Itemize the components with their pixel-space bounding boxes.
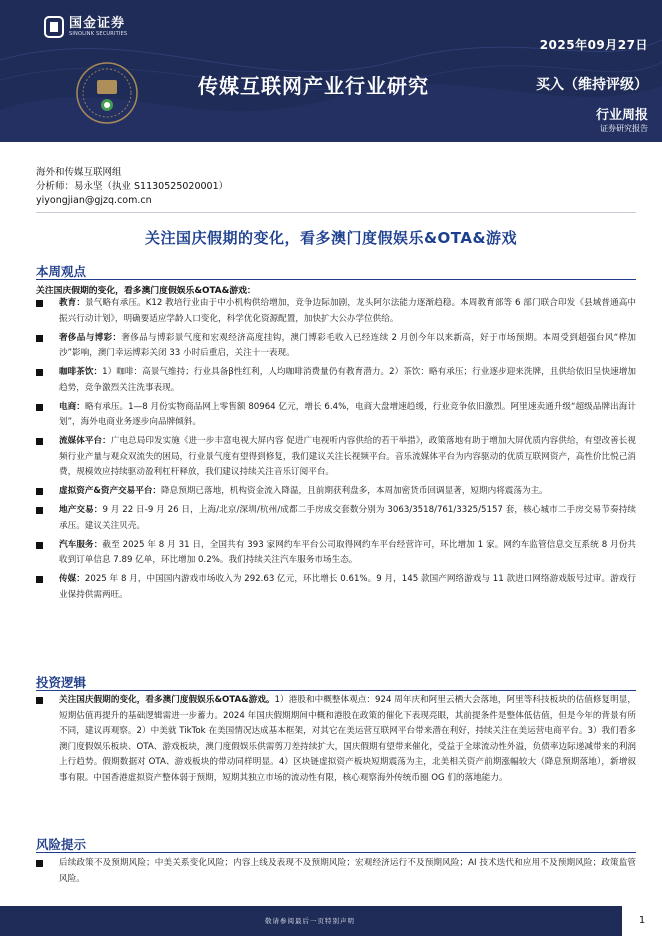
item-text: 降息预期已落地，机构资金流入降温，且前期获利盘多，本周加密货币回调显著，短期内将震荡为主。 xyxy=(161,486,548,496)
section-heading-investment-logic: 投资逻辑 xyxy=(36,675,87,690)
page-number: 1 xyxy=(622,906,662,936)
item-label: 奢侈品与博彩： xyxy=(59,332,122,343)
footer-disclaimer[interactable]: 敬请参阅最后一页特别声明 xyxy=(265,917,355,925)
section-rule xyxy=(36,279,636,280)
analyst-email[interactable]: yiyongjian@gjzq.com.cn xyxy=(36,195,152,206)
list-item xyxy=(36,693,636,786)
logo-chinese-name: 国金证券 xyxy=(69,15,126,31)
list-item xyxy=(36,331,636,362)
bullet-square-icon xyxy=(36,438,43,445)
bullet-square-icon xyxy=(36,576,43,583)
item-label: 虚拟资产&资产交易平台： xyxy=(59,486,162,496)
sinolink-logo-icon xyxy=(44,16,64,38)
bullet-square-icon xyxy=(36,404,43,411)
page-title: 关注国庆假期的变化，看多澳门度假娱乐&OTA&游戏 xyxy=(144,229,518,247)
author-divider xyxy=(36,212,636,213)
investment-logic-list xyxy=(36,693,636,790)
risk-list xyxy=(36,856,636,891)
item-label: 传媒： xyxy=(59,574,85,584)
item-label: 咖啡茶饮： xyxy=(59,367,103,377)
item-text: 广电总局印发实施《进一步丰富电视大屏内容 促进广电视听内容供给的若干举措》，政策落地有助于增加大屏优质内容供给，有望改善长视频行业产量与观众双流失的困局，行业景气度有望得到修复，我们建议关注长视频平台。音乐流媒体平台为内容驱动的优质互联网资产，高性价比悦己消费，规模效应持续驱动盈利杠杆释放，我们建议持续关注音乐订阅平台。 xyxy=(59,436,636,477)
item-label: 汽车服务： xyxy=(59,539,103,550)
report-header-band xyxy=(0,0,662,142)
analyst-line: 分析师：易永坚（执业 S1130525020001） xyxy=(36,181,229,192)
item-text: 截至 2025 年 8 月 31 日，全国共有 393 家网约车平台公司取得网约车平台经营许可，环比增加 1 家。网约车监管信息交互系统 8 月份共收到订单信息 7.89 亿单，环比增加 0.2%。我们持续关注汽车服务市场生态。 xyxy=(59,539,636,565)
bullet-square-icon xyxy=(36,300,43,307)
bullet-square-icon xyxy=(36,860,43,867)
list-item xyxy=(36,484,636,500)
report-date: 2025年09月27日 xyxy=(539,38,648,52)
section-heading-weekly-view: 本周观点 xyxy=(36,264,87,279)
report-category: 证券研究报告 xyxy=(600,124,648,133)
item-text: 后续政策不及预期风险；中美关系变化风险；内容上线及表现不及预期风险；宏观经济运行不及预期风险；AI 技术迭代和应用不及预期风险；政策监管风险。 xyxy=(59,858,636,884)
item-text: 略有承压。1—8 月份实物商品网上零售额 80964 亿元，增长 6.4%，电商大盘增速趋缓，行业竞争依旧激烈。阿里速卖通升级“超级品牌出海计划”，海外电商业务逐步向品牌倾斜。 xyxy=(59,401,636,427)
bullet-square-icon xyxy=(36,697,43,704)
bullet-square-icon xyxy=(36,369,43,376)
item-label: 关注国庆假期的变化，看多澳门度假娱乐&OTA&游戏。 xyxy=(59,695,275,705)
report-series-title: 传媒互联网产业行业研究 xyxy=(198,74,429,98)
research-group: 海外和传媒互联网组 xyxy=(36,167,122,178)
item-text: 1）咖啡：高景气维持；行业具备β性红利，人均咖啡消费量仍有教育潜力。2）茶饮：略有承压；行业逐步迎来洗牌，且供给依旧呈快速增加趋势，竞争激烈关注洗事表现。 xyxy=(59,367,636,393)
bullet-square-icon xyxy=(36,335,43,342)
list-item xyxy=(36,856,636,887)
item-text: 2025 年 8 月，中国国内游戏市场收入为 292.63 亿元，环比增长 0.61%。9 月，145 款国产网络游戏与 11 款进口网络游戏版号过审。游戏行业保持供需两旺。 xyxy=(59,574,636,600)
rating-badge: 买入（维持评级） xyxy=(536,77,648,93)
bullet-square-icon xyxy=(36,507,43,514)
logo-english-name: SINOLINK SECURITIES xyxy=(69,30,128,37)
weekly-view-list xyxy=(36,296,636,607)
item-text: 奢侈品与博彩景气度和宏观经济高度挂钩，澳门博彩毛收入已经连续 2 月创今年以来新高，好于市场预期。本周受到超强台风“桦加沙”影响，澳门幸运博彩关闭 33 小时后重启，关注十一表现。 xyxy=(59,332,636,358)
company-logo xyxy=(44,16,127,38)
section-heading-risk: 风险提示 xyxy=(36,837,87,852)
item-label: 教育： xyxy=(59,298,86,308)
list-item xyxy=(36,503,636,534)
qr-stamp-icon xyxy=(74,60,140,126)
list-item xyxy=(36,434,636,481)
list-item xyxy=(36,400,636,431)
bullet-square-icon xyxy=(36,542,43,549)
list-item xyxy=(36,538,636,569)
list-item xyxy=(36,296,636,327)
author-block xyxy=(36,166,228,208)
item-text: 景气略有承压。K12 教培行业由于中小机构供给增加，竞争边际加剧，龙头阿尔法能力逐渐趋稳。本周教育部等 6 部门联合印发《县域普通高中振兴行动计划》，明确要适应学龄人口变化，科学优化资源配置，加快扩大公办学位供给。 xyxy=(59,298,636,324)
section-rule xyxy=(36,690,636,691)
list-item xyxy=(36,365,636,396)
item-label: 电商： xyxy=(59,401,85,412)
report-type: 行业周报 xyxy=(595,108,648,123)
weekly-view-intro: 关注国庆假期的变化，看多澳门度假娱乐&OTA&游戏： xyxy=(36,286,256,296)
item-label: 地产交易： xyxy=(59,505,103,515)
section-rule xyxy=(36,852,636,853)
bullet-square-icon xyxy=(36,488,43,495)
list-item xyxy=(36,572,636,603)
item-text: 9 月 22 日-9 月 26 日，上海/北京/深圳/杭州/成都二手房成交套数分别为 3063/3518/761/3325/5157 套，核心城市二手房交易节奏持续承压。建议关注贝壳。 xyxy=(59,505,636,531)
item-text: 1）港股和中概整体观点：924 周年庆和阿里云栖大会落地，阿里等科技板块的估值修复明显，短期估值再提升的基础逻辑需进一步蓄力。2024 年国庆假期期间中概和港股在政策的催化下表现亮眼，其前提条件是整体低估值，但是今年的背景有所不同，建议再观察。2）中美就 TikTok 在美国情况达成基本框架，对其它在美运营互联网平台带来潜在利好，持续关注在美运营电商平台。3）我们看多澳门度假娱乐板块、OTA、游戏板块，澳门度假娱乐供需剪刀差持续扩大，国庆假期有望带来催化，受益于全球流动性外溢，负债率边际递减带来的利润上行趋势。假期数据对 OTA、游戏板块的带动同样明显。4）区块链虚拟资产板块短期震荡为主，北美相关资产前期涨幅较大（降息预期落地），新增叙事有限。中国香港虚拟资产整体弱于预期，短期其独立市场的流动性有限，核心观察海外传统币圈 OG 们的落地能力。 xyxy=(59,695,637,783)
item-label: 流媒体平台： xyxy=(59,436,111,446)
